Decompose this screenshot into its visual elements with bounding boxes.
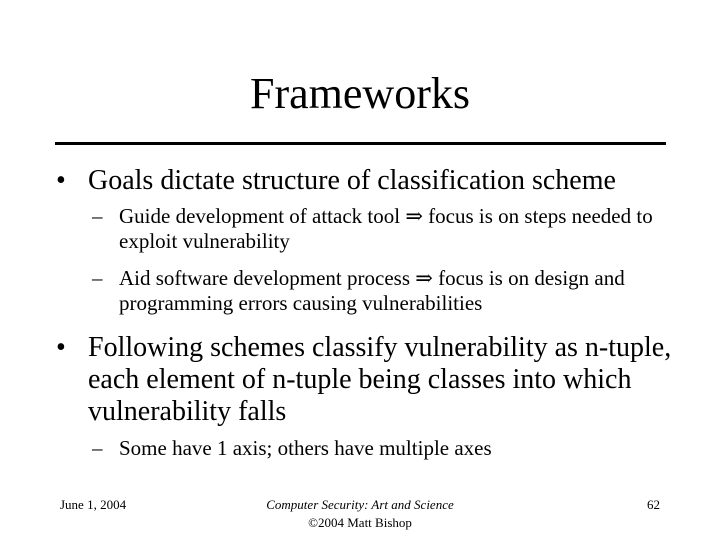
bullet-text: Goals dictate structure of classification scheme [88, 165, 616, 196]
sub-bullet-axes [92, 436, 682, 461]
footer-book-info [210, 497, 510, 531]
footer-book-title: Computer Security: Art and Science [266, 497, 454, 512]
footer-copyright: ©2004 Matt Bishop [308, 515, 412, 530]
footer-date: June 1, 2004 [60, 497, 127, 512]
title-divider [55, 142, 666, 145]
bullet-n-tuple [56, 332, 676, 428]
slide-title: Frameworks [250, 69, 470, 118]
bullet-text: Following schemes classify vulnerability as n-tuple, each element of n-tuple being classes into which vulnerability falls [88, 332, 672, 427]
footer-page-number: 62 [647, 497, 660, 512]
sub-bullet-text: Aid software development process ⇒ focus is on design and programming errors causing vulnerabilities [119, 266, 625, 315]
bullet-marker: • [56, 165, 66, 196]
sub-bullet-marker: – [92, 436, 103, 460]
bullet-marker: • [56, 332, 66, 363]
sub-bullet-software-dev [92, 266, 682, 316]
sub-bullet-attack-tool [92, 204, 682, 254]
sub-bullet-text: Guide development of attack tool ⇒ focus is on steps needed to exploit vulnerability [119, 204, 653, 253]
sub-bullet-text: Some have 1 axis; others have multiple axes [119, 436, 492, 460]
bullet-goals [56, 165, 676, 197]
sub-bullet-marker: – [92, 266, 103, 290]
sub-bullet-marker: – [92, 204, 103, 228]
